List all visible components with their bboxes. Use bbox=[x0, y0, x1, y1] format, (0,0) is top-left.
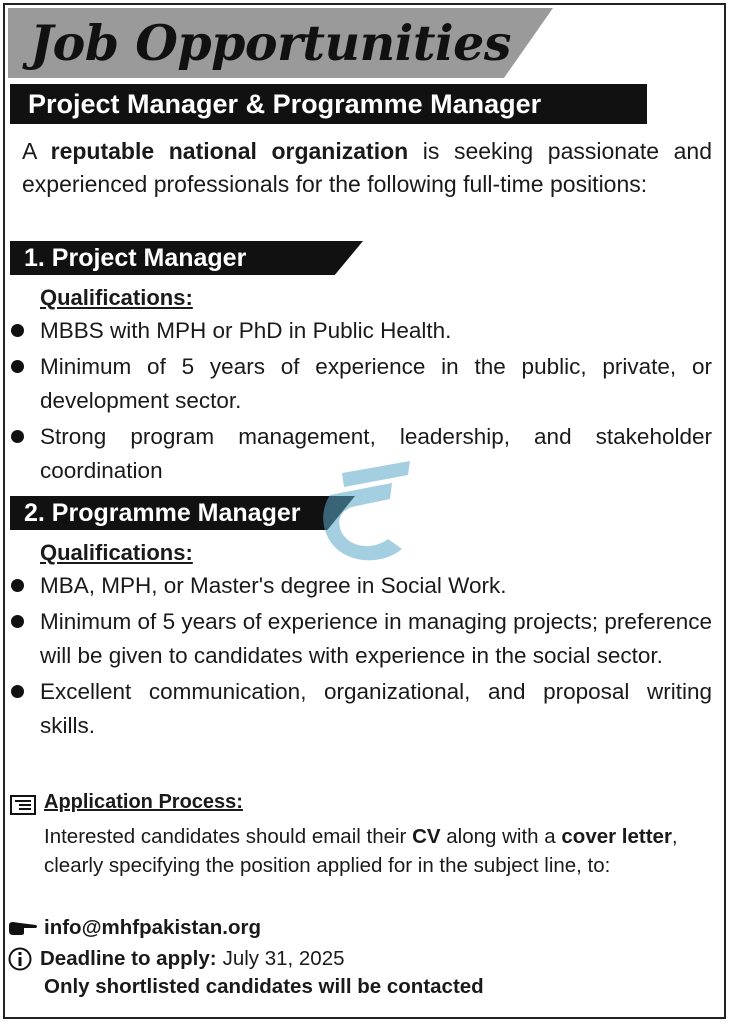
bullet-icon bbox=[11, 685, 24, 698]
shortlist-note: Only shortlisted candidates will be contacted bbox=[44, 975, 484, 998]
intro-bold: reputable national organization bbox=[50, 138, 409, 164]
intro-paragraph bbox=[22, 135, 712, 201]
intro-suffix: is seeking passionate and experienced professionals for the following full-time positions: bbox=[22, 138, 712, 197]
qualification-list-2 bbox=[40, 569, 712, 745]
bullet-icon bbox=[11, 430, 24, 443]
section-heading-2: 2. Programme Manager bbox=[24, 499, 301, 527]
list-item-text: Minimum of 5 years of experience in the public, private, or development sector. bbox=[40, 354, 712, 413]
application-bold-cv: CV bbox=[412, 825, 441, 848]
application-heading: Application Process: bbox=[44, 791, 243, 813]
list-item bbox=[40, 605, 712, 673]
page-title: Job Opportunities bbox=[30, 14, 511, 72]
section-heading-1: 1. Project Manager bbox=[24, 244, 247, 272]
qualifications-label-2: Qualifications: bbox=[40, 540, 193, 565]
list-item bbox=[40, 314, 712, 348]
bullet-icon bbox=[11, 579, 24, 592]
application-text bbox=[44, 822, 704, 880]
list-item bbox=[40, 569, 712, 603]
deadline-row bbox=[8, 944, 345, 974]
bullet-icon bbox=[11, 615, 24, 628]
info-icon bbox=[8, 947, 32, 971]
intro-prefix: A bbox=[22, 138, 51, 164]
list-item-text: Excellent communication, organizational, and proposal writing skills. bbox=[40, 679, 712, 738]
deadline-label: Deadline to apply: bbox=[40, 947, 217, 970]
qualifications-label-1: Qualifications: bbox=[40, 285, 193, 310]
email-link[interactable]: info@mhfpakistan.org bbox=[44, 916, 262, 939]
pointing-hand-icon bbox=[8, 920, 38, 936]
application-text-3: , clearly specifying the position applied for in the subject line, to: bbox=[44, 825, 678, 877]
application-bold-cover-letter: cover letter bbox=[561, 825, 672, 848]
list-item-text: Minimum of 5 years of experience in managing projects; preference will be given to candidates with experience in the social sector. bbox=[40, 609, 712, 668]
application-text-2: along with a bbox=[440, 825, 562, 848]
title-bar-text: Project Manager & Programme Manager bbox=[28, 89, 542, 119]
document-icon bbox=[10, 795, 36, 815]
list-item-text: Strong program management, leadership, and stakeholder coordination bbox=[40, 424, 712, 483]
email-row bbox=[8, 913, 261, 943]
list-item-text: MBA, MPH, or Master's degree in Social Work. bbox=[40, 573, 507, 598]
application-text-1: Interested candidates should email their bbox=[44, 825, 413, 848]
list-item bbox=[40, 350, 712, 418]
bullet-icon bbox=[11, 360, 24, 373]
list-item bbox=[40, 675, 712, 743]
deadline-value: July 31, 2025 bbox=[222, 947, 345, 970]
bullet-icon bbox=[11, 324, 24, 337]
watermark-logo-icon bbox=[322, 455, 418, 565]
list-item-text: MBBS with MPH or PhD in Public Health. bbox=[40, 318, 452, 343]
